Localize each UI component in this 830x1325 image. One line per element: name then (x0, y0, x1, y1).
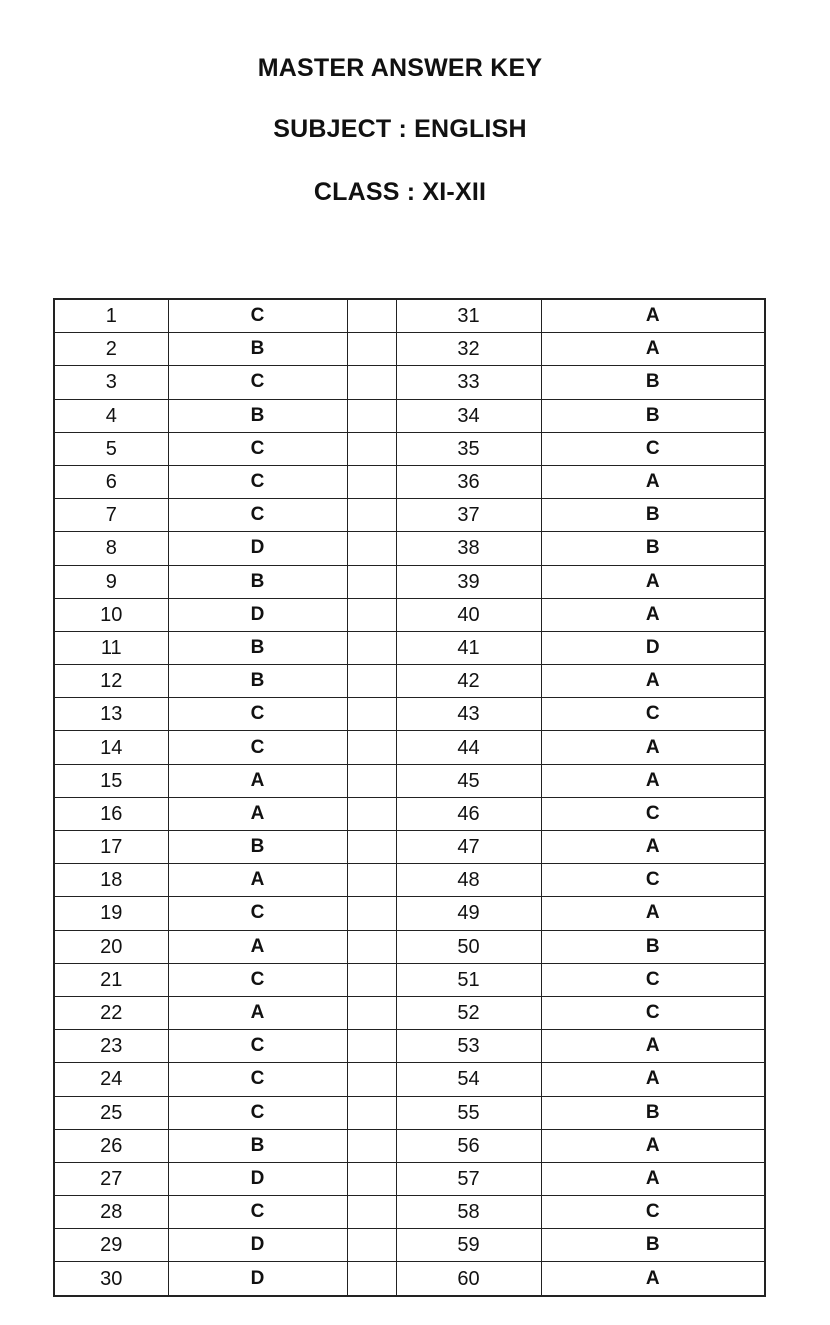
blank-cell (347, 831, 396, 864)
question-number: 15 (54, 764, 168, 797)
table-row (54, 565, 765, 598)
answer-letter: B (168, 565, 347, 598)
question-number: 30 (54, 1262, 168, 1296)
answer-letter: D (168, 1229, 347, 1262)
question-number: 3 (54, 366, 168, 399)
question-number: 52 (396, 996, 541, 1029)
answer-letter: A (541, 1129, 765, 1162)
question-number: 21 (54, 963, 168, 996)
question-number: 47 (396, 831, 541, 864)
blank-cell (347, 299, 396, 333)
blank-cell (347, 864, 396, 897)
question-number: 17 (54, 831, 168, 864)
answer-letter: A (168, 764, 347, 797)
question-number: 8 (54, 532, 168, 565)
blank-cell (347, 1030, 396, 1063)
answer-letter: A (168, 797, 347, 830)
question-number: 19 (54, 897, 168, 930)
answer-letter: B (541, 399, 765, 432)
answer-letter: A (541, 764, 765, 797)
table-row (54, 963, 765, 996)
table-row (54, 1262, 765, 1296)
table-row (54, 831, 765, 864)
answer-letter: B (168, 665, 347, 698)
answer-letter: A (541, 731, 765, 764)
blank-cell (347, 897, 396, 930)
answer-letter: C (168, 963, 347, 996)
question-number: 34 (396, 399, 541, 432)
answer-letter: D (168, 1162, 347, 1195)
question-number: 56 (396, 1129, 541, 1162)
answer-letter: D (541, 631, 765, 664)
answer-letter: B (541, 1096, 765, 1129)
blank-cell (347, 930, 396, 963)
question-number: 55 (396, 1096, 541, 1129)
answer-letter: B (541, 532, 765, 565)
blank-cell (347, 1096, 396, 1129)
question-number: 39 (396, 565, 541, 598)
blank-cell (347, 1063, 396, 1096)
question-number: 7 (54, 499, 168, 532)
answer-letter: D (168, 598, 347, 631)
answer-letter: B (168, 831, 347, 864)
answer-letter: C (168, 1063, 347, 1096)
answer-letter: A (541, 897, 765, 930)
table-row (54, 1096, 765, 1129)
answer-letter: A (541, 465, 765, 498)
table-row (54, 764, 765, 797)
question-number: 38 (396, 532, 541, 565)
answer-letter: B (168, 399, 347, 432)
question-number: 22 (54, 996, 168, 1029)
blank-cell (347, 565, 396, 598)
question-number: 54 (396, 1063, 541, 1096)
question-number: 25 (54, 1096, 168, 1129)
question-number: 27 (54, 1162, 168, 1195)
answer-letter: A (541, 831, 765, 864)
blank-cell (347, 432, 396, 465)
question-number: 44 (396, 731, 541, 764)
table-row (54, 465, 765, 498)
blank-cell (347, 1196, 396, 1229)
question-number: 2 (54, 333, 168, 366)
question-number: 35 (396, 432, 541, 465)
question-number: 4 (54, 399, 168, 432)
table-row (54, 1063, 765, 1096)
answer-letter: B (541, 366, 765, 399)
question-number: 53 (396, 1030, 541, 1063)
blank-cell (347, 963, 396, 996)
blank-cell (347, 996, 396, 1029)
blank-cell (347, 532, 396, 565)
answer-letter: C (168, 897, 347, 930)
table-row (54, 665, 765, 698)
question-number: 51 (396, 963, 541, 996)
blank-cell (347, 465, 396, 498)
answer-letter: C (168, 432, 347, 465)
blank-cell (347, 399, 396, 432)
question-number: 50 (396, 930, 541, 963)
answer-letter: D (168, 532, 347, 565)
answer-letter: B (541, 1229, 765, 1262)
answer-letter: A (541, 665, 765, 698)
table-row (54, 532, 765, 565)
blank-cell (347, 665, 396, 698)
question-number: 13 (54, 698, 168, 731)
table-row (54, 499, 765, 532)
question-number: 59 (396, 1229, 541, 1262)
question-number: 37 (396, 499, 541, 532)
answer-letter: B (541, 930, 765, 963)
question-number: 43 (396, 698, 541, 731)
answer-letter: C (541, 1196, 765, 1229)
answer-letter: A (541, 1063, 765, 1096)
answer-letter: A (541, 333, 765, 366)
answer-letter: C (168, 698, 347, 731)
answer-letter: A (541, 299, 765, 333)
table-row (54, 631, 765, 664)
blank-cell (347, 797, 396, 830)
question-number: 57 (396, 1162, 541, 1195)
question-number: 42 (396, 665, 541, 698)
question-number: 49 (396, 897, 541, 930)
table-row (54, 1196, 765, 1229)
question-number: 6 (54, 465, 168, 498)
answer-letter: C (168, 465, 347, 498)
blank-cell (347, 764, 396, 797)
table-row (54, 930, 765, 963)
table-row (54, 1030, 765, 1063)
blank-cell (347, 366, 396, 399)
blank-cell (347, 1229, 396, 1262)
answer-letter: A (541, 598, 765, 631)
blank-cell (347, 598, 396, 631)
class-heading: CLASS : XI-XII (313, 178, 487, 206)
answer-key-body (54, 299, 765, 1296)
subject-heading: SUBJECT : ENGLISH (273, 115, 527, 143)
question-number: 12 (54, 665, 168, 698)
question-number: 26 (54, 1129, 168, 1162)
question-number: 31 (396, 299, 541, 333)
table-row (54, 399, 765, 432)
answer-key-table (53, 298, 766, 1297)
question-number: 60 (396, 1262, 541, 1296)
blank-cell (347, 1262, 396, 1296)
question-number: 40 (396, 598, 541, 631)
blank-cell (347, 698, 396, 731)
answer-letter: C (541, 963, 765, 996)
answer-letter: C (168, 1030, 347, 1063)
blank-cell (347, 333, 396, 366)
question-number: 46 (396, 797, 541, 830)
question-number: 29 (54, 1229, 168, 1262)
table-row (54, 797, 765, 830)
answer-letter: B (168, 1129, 347, 1162)
question-number: 23 (54, 1030, 168, 1063)
answer-letter: C (541, 996, 765, 1029)
table-row (54, 598, 765, 631)
answer-letter: C (541, 864, 765, 897)
table-row (54, 864, 765, 897)
blank-cell (347, 731, 396, 764)
answer-letter: B (168, 631, 347, 664)
blank-cell (347, 1162, 396, 1195)
answer-letter: C (168, 1096, 347, 1129)
answer-letter: C (168, 731, 347, 764)
question-number: 36 (396, 465, 541, 498)
question-number: 45 (396, 764, 541, 797)
table-row (54, 897, 765, 930)
table-row (54, 996, 765, 1029)
page-title: MASTER ANSWER KEY (257, 54, 543, 82)
answer-letter: C (168, 1196, 347, 1229)
question-number: 11 (54, 631, 168, 664)
question-number: 1 (54, 299, 168, 333)
answer-letter: A (541, 565, 765, 598)
question-number: 20 (54, 930, 168, 963)
question-number: 10 (54, 598, 168, 631)
answer-letter: C (168, 366, 347, 399)
answer-letter: B (541, 499, 765, 532)
table-row (54, 1129, 765, 1162)
answer-letter: C (541, 698, 765, 731)
blank-cell (347, 631, 396, 664)
answer-letter: C (541, 432, 765, 465)
table-row (54, 432, 765, 465)
question-number: 28 (54, 1196, 168, 1229)
question-number: 14 (54, 731, 168, 764)
table-row (54, 1229, 765, 1262)
question-number: 9 (54, 565, 168, 598)
question-number: 58 (396, 1196, 541, 1229)
answer-letter: A (541, 1262, 765, 1296)
question-number: 48 (396, 864, 541, 897)
blank-cell (347, 499, 396, 532)
table-row (54, 731, 765, 764)
question-number: 32 (396, 333, 541, 366)
answer-letter: A (541, 1162, 765, 1195)
answer-letter: A (541, 1030, 765, 1063)
answer-letter: A (168, 996, 347, 1029)
answer-letter: D (168, 1262, 347, 1296)
question-number: 5 (54, 432, 168, 465)
question-number: 33 (396, 366, 541, 399)
answer-letter: A (168, 930, 347, 963)
blank-cell (347, 1129, 396, 1162)
table-row (54, 1162, 765, 1195)
table-row (54, 299, 765, 333)
answer-letter: C (168, 499, 347, 532)
question-number: 41 (396, 631, 541, 664)
answer-letter: B (168, 333, 347, 366)
question-number: 18 (54, 864, 168, 897)
table-row (54, 333, 765, 366)
answer-letter: A (168, 864, 347, 897)
answer-letter: C (541, 797, 765, 830)
question-number: 16 (54, 797, 168, 830)
question-number: 24 (54, 1063, 168, 1096)
table-row (54, 366, 765, 399)
answer-letter: C (168, 299, 347, 333)
table-row (54, 698, 765, 731)
